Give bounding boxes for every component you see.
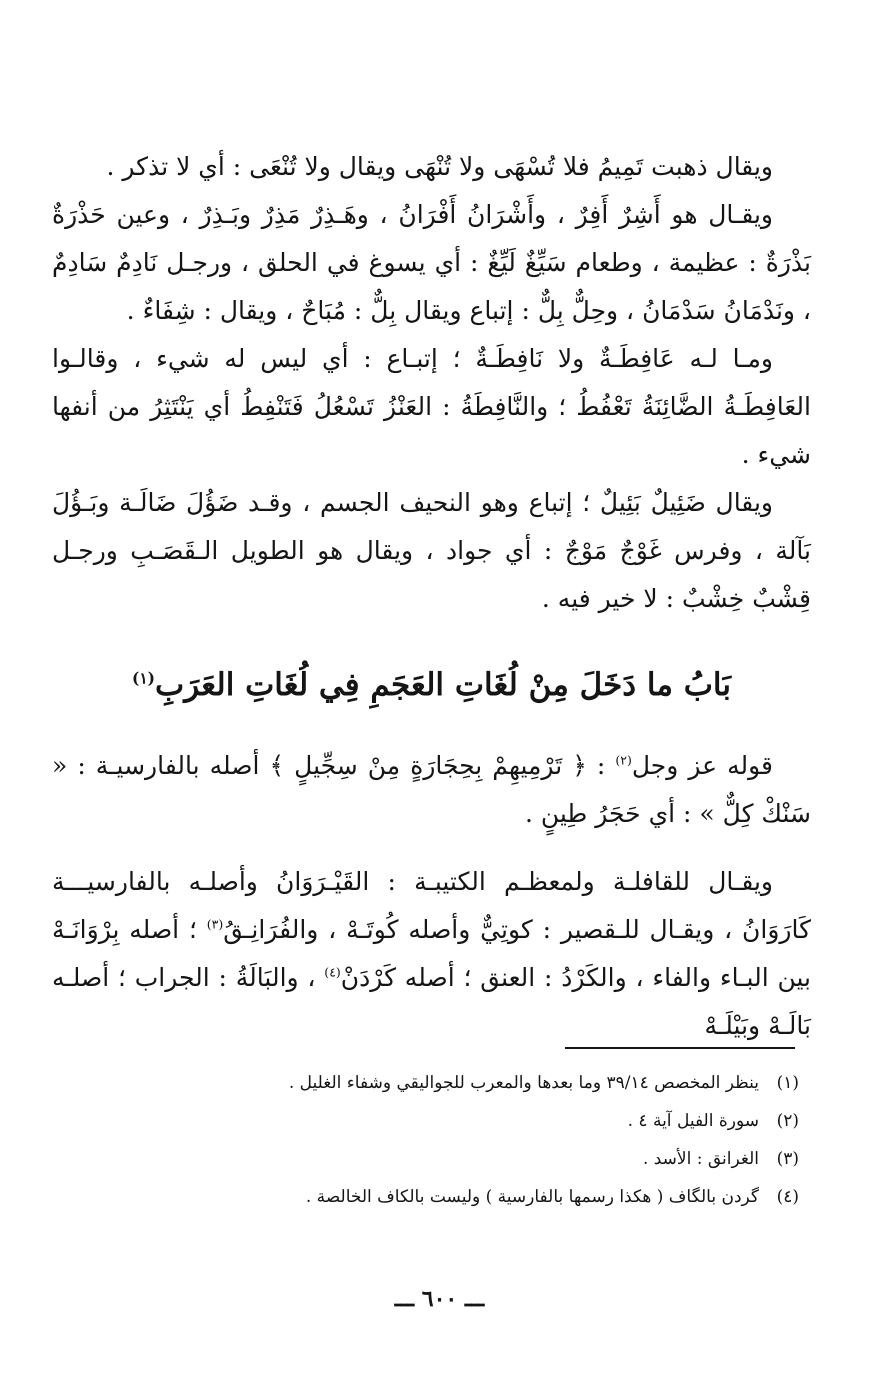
footnote-number: (٢) bbox=[776, 1111, 799, 1131]
paragraph-5-rest: : ﴿ تَرْمِيهِمْ بِحِجَارَةٍ مِنْ سِجِّيلٍ ﴾ أصله بالفارسيـة : « سَنْكْ كِلٌّ » : أي حَجَرُ طِينٍ . bbox=[52, 751, 811, 828]
footnote-item bbox=[52, 1102, 799, 1140]
footnote-ref-3: (٣) bbox=[206, 916, 224, 932]
footnote-text: ينظر المخصص ٣٩/١٤ وما بعدها والمعرب للجواليقي وشفاء الغليل . bbox=[288, 1073, 759, 1093]
footnote-separator bbox=[565, 1047, 795, 1049]
section-two bbox=[52, 742, 811, 1050]
footnote-number: (٤) bbox=[776, 1187, 799, 1207]
paragraph-3: ومـا لـه عَافِطَـةٌ ولا نَافِطَـةٌ ؛ إتبـاع : أي ليس له شيء ، وقالـوا العَافِطَـةُ الضَّائِنَةُ تَعْفُطُ ؛ والنَّافِطَةُ : العَنْزُ تَسْعُلُ فَتَنْفِطُ أي يَنْتَثِرُ من أنفها شيء . bbox=[52, 344, 811, 469]
footnote-item bbox=[52, 1178, 799, 1216]
paragraph-2: ويقـال هو أَشِرٌ أَفِرٌ ، وأَشْرَانُ أَفْرَانُ ، وهَـذِرٌ مَذِرٌ وبَـذِرٌ ، وعين حَذْرَةٌ بَذْرَةٌ : عظيمة ، وطعام سَيِّغٌ لَيِّغٌ : أي يسوغ في الحلق ، ورجـل نَادِمٌ سَادِمٌ ، ونَدْمَانُ سَدْمَانُ ، وحِلٌّ بِلٌّ : إتباع ويقال بِلٌّ : مُبَاحٌ ، ويقال : شِفَاءٌ . bbox=[52, 200, 811, 325]
footnote-ref-2: (٢) bbox=[615, 752, 632, 768]
footnote-item bbox=[52, 1140, 799, 1178]
section-one bbox=[52, 143, 811, 623]
paragraph-6-part-b: ؛ أصله بِرْوَانَـهْ بين البـاء والفاء ، والكَرْدُ : العنق ؛ أصله كَرْدَنْ bbox=[52, 915, 811, 992]
page-number: ـــ ٦٠٠ ـــ bbox=[394, 1286, 485, 1312]
paragraph-4: ويقال ضَئِيلٌ بَئِيلٌ ؛ إتباع وهو النحيف الجسم ، وقـد ضَؤُلَ ضَالَـة وبَـؤُلَ بَآلة ، وفرس غَوْجٌ مَوْجٌ : أي جواد ، ويقال هو الطويل الـقَصَـبِ ورجـل قِشْبٌ خِشْبٌ : لا خير فيه . bbox=[52, 488, 811, 613]
chapter-heading-text: بَابُ ما دَخَلَ مِنْ لُغَاتِ العَجَمِ فِي لُغَاتِ العَرَبِ bbox=[155, 667, 731, 703]
paragraph-6-part-a: ويقـال للقافلـة ولمعظـم الكتيبـة : القَيْـرَوَانُ وأصلـه بالفارسيـــة كَارَوَانُ ، ويقـال للـقصير : كوتِيٌّ وأصله كُوتَـهْ ، والفُرَانِـقُ bbox=[52, 867, 811, 944]
footnote-text: الغرانق : الأسد . bbox=[642, 1149, 759, 1169]
footnote-text: سورة الفيل آية ٤ . bbox=[627, 1111, 759, 1131]
paragraph-1: ويقال ذهبت تَمِيمُ فلا تُسْهَى ولا تُنْهَى ويقال ولا تُنْعَى : أي لا تذكر . bbox=[106, 152, 773, 181]
footnote-number: (٣) bbox=[776, 1149, 799, 1169]
footnote-text: گردن بالگاف ( هكذا رسمها بالفارسية ) وليست بالكاف الخالصة . bbox=[305, 1187, 759, 1207]
chapter-heading bbox=[52, 655, 811, 715]
footnote-item bbox=[52, 1064, 799, 1102]
paragraph-5 bbox=[52, 742, 811, 838]
footnote-ref-4: (٤) bbox=[324, 964, 341, 980]
paragraph-6-part-c: ، والبَالَةُ : الجراب ؛ أصلـه بَالَـهْ وبَيْلَـهْ bbox=[52, 963, 811, 1040]
paragraph-6 bbox=[52, 858, 811, 1050]
footnote-ref-1: (١) bbox=[132, 668, 156, 688]
footnote-number: (١) bbox=[776, 1073, 799, 1093]
paragraph-5-start: قوله عز وجل bbox=[631, 751, 773, 780]
footnotes bbox=[52, 1064, 799, 1216]
